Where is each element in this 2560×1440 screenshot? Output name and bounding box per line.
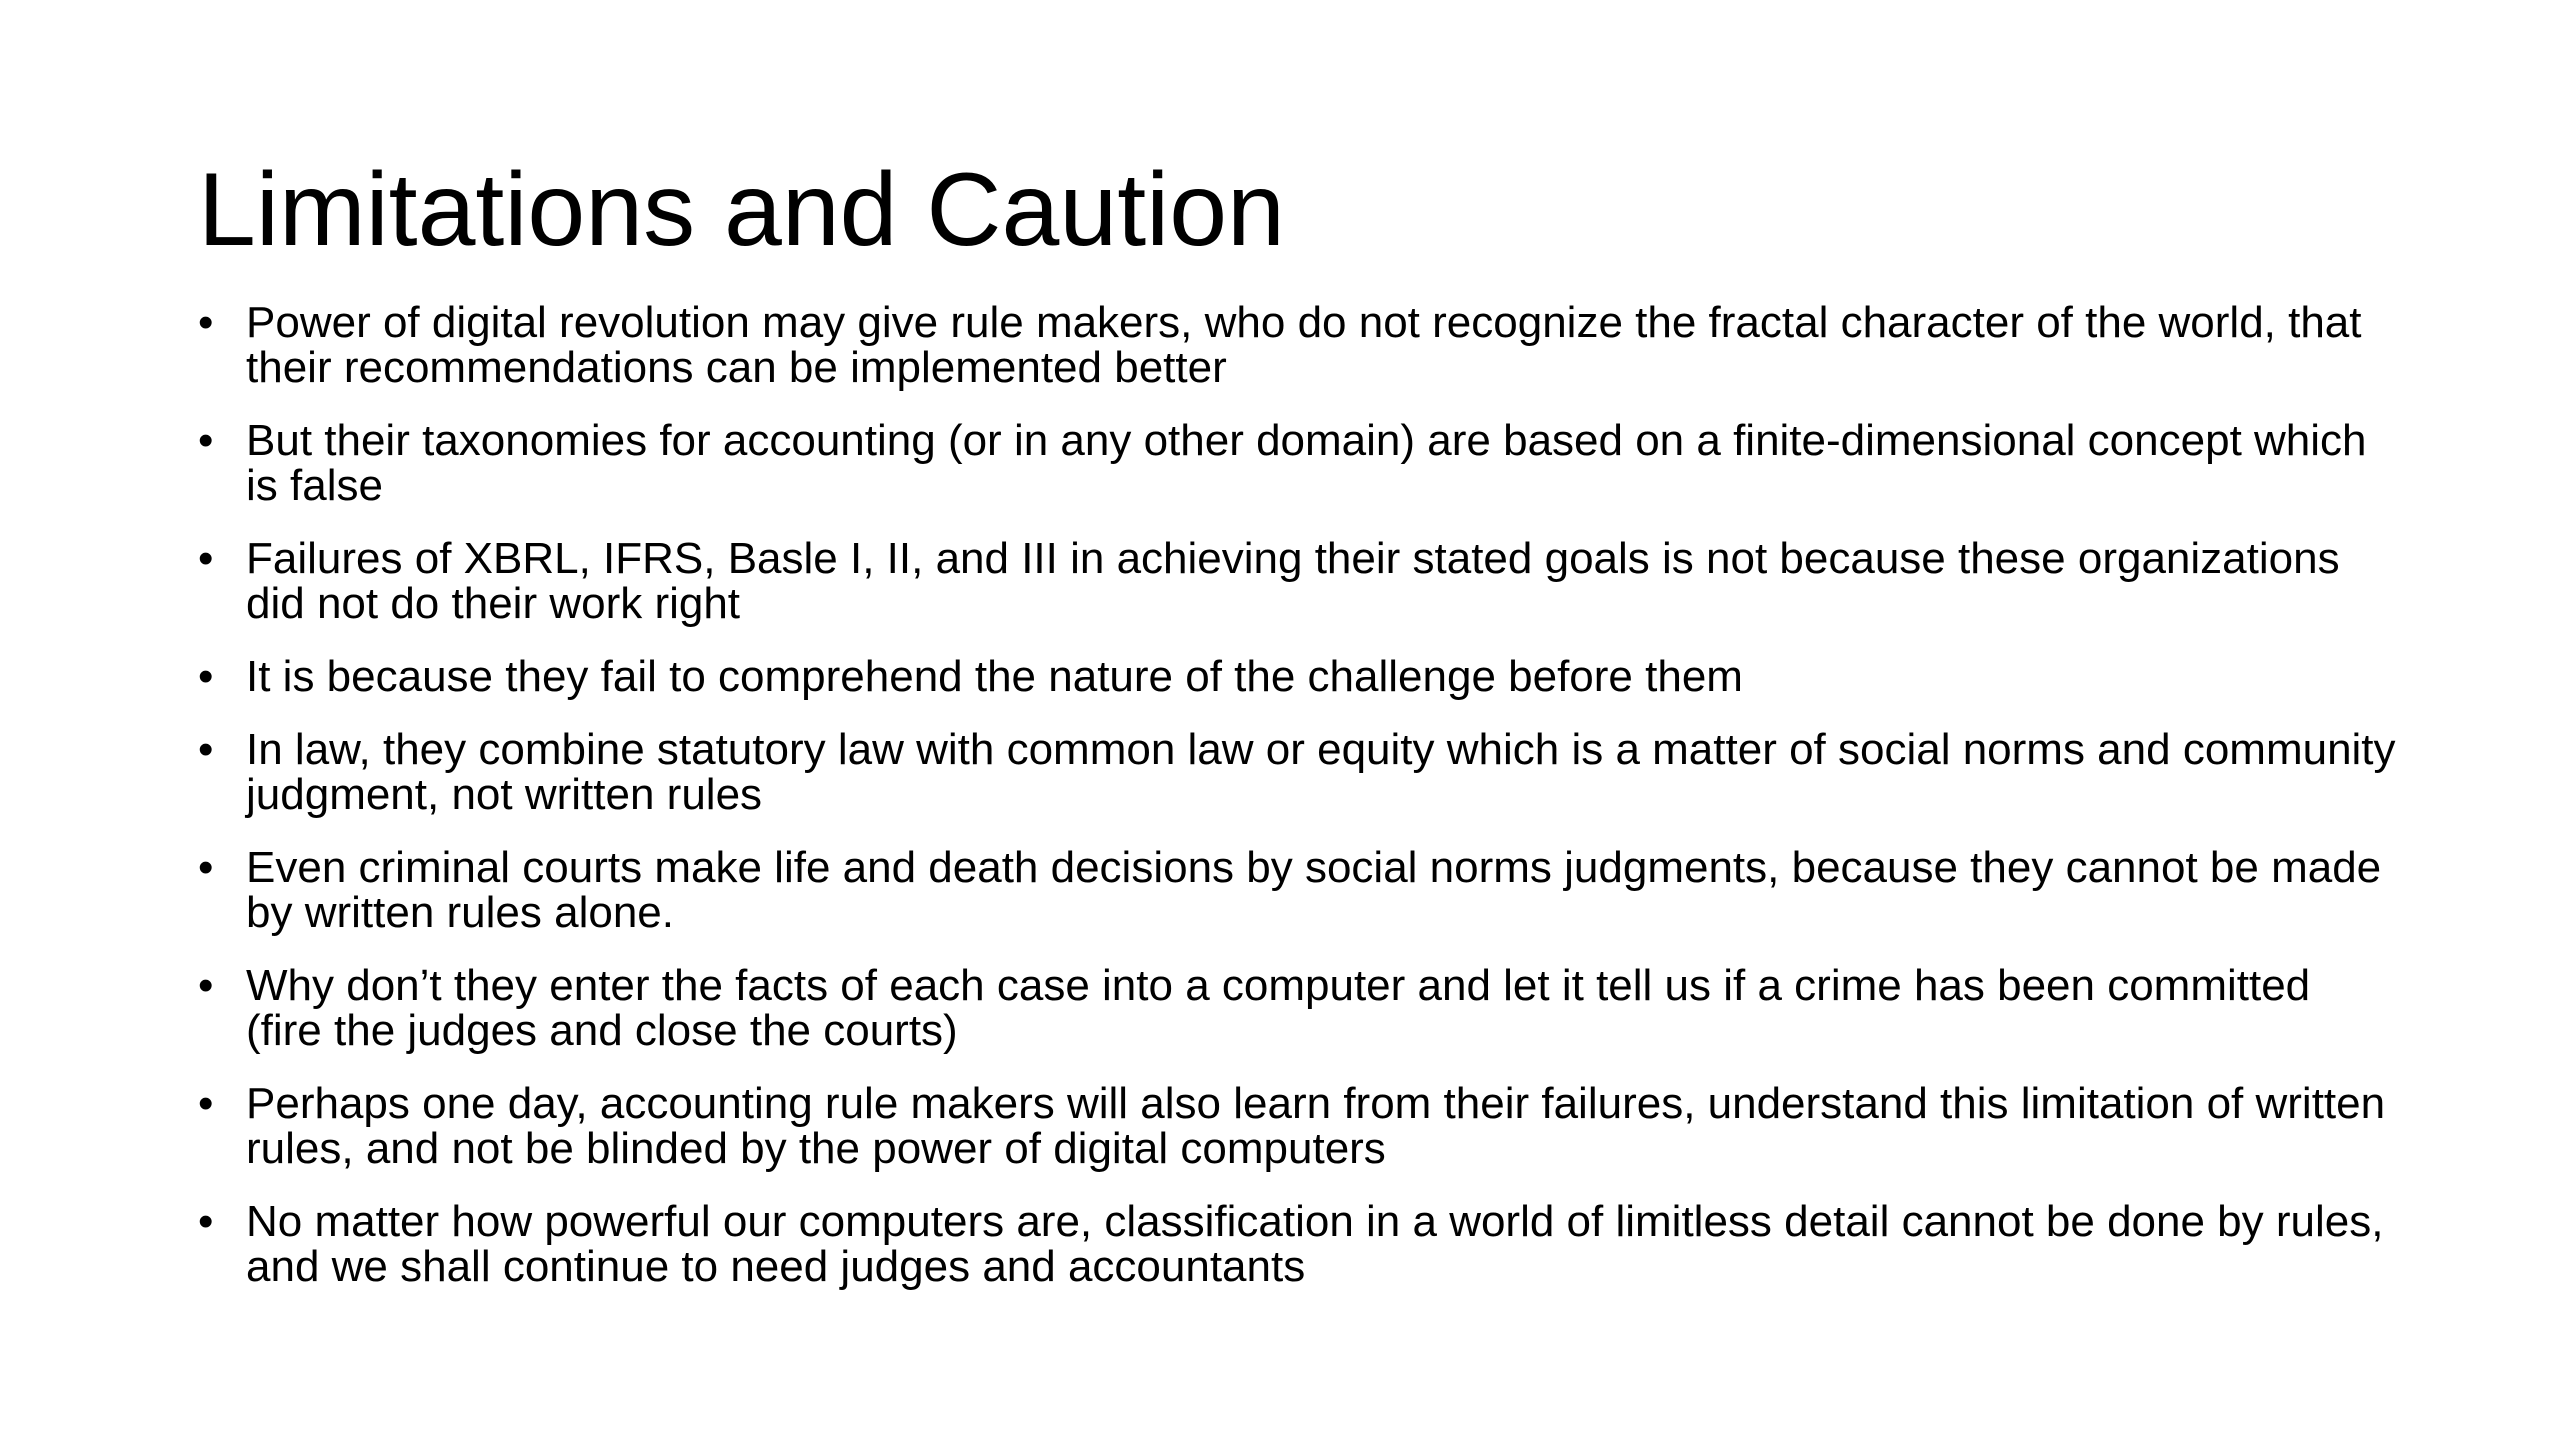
list-item [198,418,2398,508]
bullet-list [198,300,2398,1317]
list-item [198,727,2398,817]
bullet-text: It is because they fail to comprehend the nature of the challenge before them [246,652,1743,701]
bullet-text: Failures of XBRL, IFRS, Basle I, II, and III in achieving their stated goals is not because these organizations did not do their work right [246,534,2340,628]
list-item [198,1199,2398,1289]
list-item [198,1081,2398,1171]
bullet-icon: • [198,725,214,774]
bullet-icon: • [198,843,214,892]
slide-title: Limitations and Caution [198,152,1285,268]
list-item [198,963,2398,1053]
bullet-text: Perhaps one day, accounting rule makers will also learn from their failures, understand this limitation of written rules, and not be blinded by the power of digital computers [246,1079,2386,1173]
bullet-text: Why don’t they enter the facts of each case into a computer and let it tell us if a crime has been committed (fire the judges and close the courts) [246,961,2311,1055]
bullet-icon: • [198,1197,214,1246]
bullet-text: Even criminal courts make life and death decisions by social norms judgments, because they cannot be made by written rules alone. [246,843,2382,937]
bullet-icon: • [198,416,214,465]
list-item [198,654,2398,699]
list-item [198,536,2398,626]
list-item [198,845,2398,935]
bullet-text: In law, they combine statutory law with common law or equity which is a matter of social norms and community judgment, not written rules [246,725,2396,819]
bullet-icon: • [198,961,214,1010]
bullet-text: But their taxonomies for accounting (or in any other domain) are based on a finite-dimensional concept which is false [246,416,2367,510]
bullet-icon: • [198,652,214,701]
list-item [198,300,2398,390]
bullet-text: No matter how powerful our computers are, classification in a world of limitless detail cannot be done by rules, and we shall continue to need judges and accountants [246,1197,2384,1291]
bullet-icon: • [198,534,214,583]
bullet-text: Power of digital revolution may give rule makers, who do not recognize the fractal character of the world, that their recommendations can be implemented better [246,298,2362,392]
bullet-icon: • [198,1079,214,1128]
bullet-icon: • [198,298,214,347]
